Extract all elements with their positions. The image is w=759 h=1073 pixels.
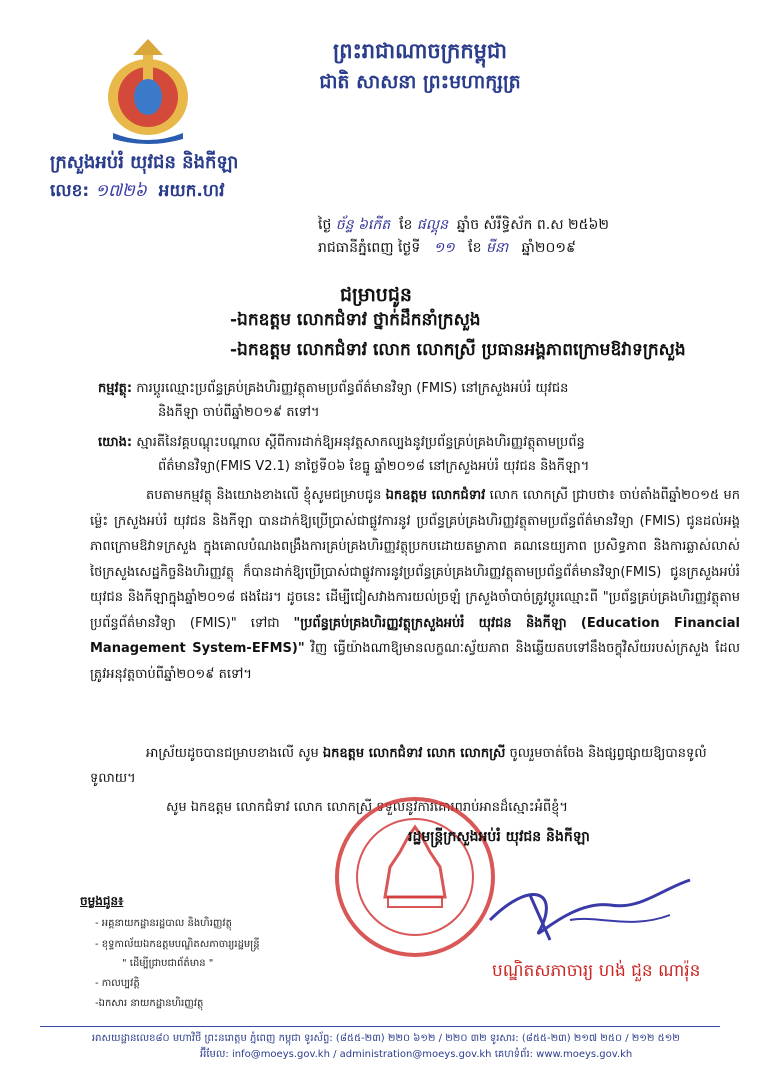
ref-number: ១៧២៦ (95, 181, 147, 201)
lunar-month-label: ខែ (399, 217, 413, 233)
footer-contact: អ៊ីមែល: info@moeys.gov.kh / administration@moeys.gov.kh គេហទំព័រ: www.moeys.gov.kh (200, 1049, 633, 1060)
closing-text-c: ចូលរួមចាត់ចែង និងផ្សព្វផ្សាយឱ្យបានទូលំទូលាយ។ (90, 746, 707, 786)
closing-text-a: អាស្រ័យដូចបានជម្រាបខាងលើ សូម (146, 746, 323, 761)
recipient-line-1: -ឯកឧត្តម លោកជំទាវ ថ្នាក់ដឹកនាំក្រសួង (230, 310, 481, 330)
recipient-title: ជម្រាបជូន (340, 284, 412, 306)
cc-item: - ខុទ្ទកាល័យឯកឧត្តមបណ្ឌិតសភាចារ្យរដ្ឋមន្ត្រី (95, 939, 260, 950)
cc-item: -ឯកសារ នាយកដ្ឋានហិរញ្ញវត្ថុ (95, 998, 204, 1009)
date-month: មីនា (485, 240, 509, 256)
national-motto: ជាតិ សាសនា ព្រះមហាក្សត្រ (319, 71, 521, 93)
body-text-e: វិញ ធ្វើយ៉ាងណាឱ្យមានលក្ខណៈស្វ័យភាព និងឆ្លើយតបទៅនឹងចក្ខុវិស័យរបស់ក្រសួង ដែលត្រូវអនុវត្តចាប់ពីឆ្នាំ២០១៩ តទៅ។ (90, 641, 740, 682)
month-label: ខែ (468, 240, 482, 256)
subject-line (98, 377, 738, 425)
ministry-name: ក្រសួងអប់រំ យុវជន និងកីឡា (50, 152, 239, 173)
lunar-day: ច័ន្ទ ៦កើត (335, 217, 391, 233)
signer-name: បណ្ឌិតសភាចារ្យ ហង់ ជួន ណារ៉ុន (492, 961, 701, 981)
reference-label: យោង: (98, 435, 133, 450)
cc-item: - កាលប្បវត្តិ (95, 978, 140, 989)
cc-item: " ដើម្បីជ្រាបជាព័ត៌មាន " (122, 958, 214, 969)
handwritten-signature-icon (470, 860, 710, 950)
signer-title: រដ្ឋមន្ត្រីក្រសួងអប់រំ យុវជន និងកីឡា (408, 829, 590, 845)
subject-text-2: និងកីឡា ចាប់ពីឆ្នាំ២០១៩ តទៅ។ (158, 405, 320, 420)
lunar-date (318, 215, 609, 236)
date-day: ១១ (433, 240, 455, 256)
lunar-prefix: ថ្ងៃ (318, 217, 332, 233)
footer-address: អាសយដ្ឋានលេខ៨០ មហាវិថី ព្រះនរោត្តម ភ្នំពេញ កម្ពុជា ទូរស័ព្ទ: (៨៥៥-២៣) ២២០ ៦១២ / ២២០ ៣២ ទូរសារ: (៨៥៥-២៣) ២១៧ ២៥០ / ២១២ ៥១២ (92, 1033, 680, 1044)
lunar-year: ឆ្នាំច សំរឹទ្ធិស័ក ព.ស ២៥៦២ (456, 217, 610, 233)
place-prefix: រាជធានីភ្នំពេញ ថ្ងៃទី (318, 240, 421, 256)
cc-item: - អគ្គនាយកដ្ឋានរដ្ឋបាល និងហិរញ្ញវត្ថុ (95, 918, 232, 929)
reference-text-2: ព័ត៌មានវិទ្យា(FMIS V2.1) នាថ្ងៃទី០៦ ខែធ្នូ ឆ្នាំ២០១៨ នៅក្រសួងអប់រំ យុវជន និងកីឡា។ (158, 459, 590, 474)
body-text-d: "ប្រព័ន្ធគ្រប់គ្រងហិរញ្ញវត្ថុក្រសួងអប់រំ យុវជន និងកីឡា (Education Financial Management System-EFMS)" (90, 615, 740, 656)
body-text-a: តបតាមកម្មវត្ថុ និងយោងខាងលើ ខ្ញុំសូមជម្រាបជូន (146, 488, 386, 503)
ref-suffix: អយក.ហវ (158, 181, 225, 201)
royal-emblem-icon (103, 35, 193, 145)
footer-divider (40, 1026, 720, 1027)
recipient-line-2: -ឯកឧត្តម លោកជំទាវ លោក លោកស្រី ប្រធានអង្គភាពក្រោមឱវាទក្រសួង (230, 340, 686, 360)
kingdom-title: ព្រះរាជាណាចក្រកម្ពុជា (332, 39, 507, 63)
cc-title: ចម្លងជូន៖ (80, 894, 124, 908)
closing-text-b: ឯកឧត្តម លោកជំទាវ លោក លោកស្រី (322, 746, 506, 761)
reference-line (98, 431, 738, 479)
ref-label: លេខ: (50, 181, 90, 201)
subject-label: កម្មវត្ថុ: (98, 381, 133, 396)
polite-closing: សូម ឯកឧត្តម លោកជំទាវ លោក លោកស្រី ទទួលនូវការគោរពរាប់អានដ៏ស្មោះអំពីខ្ញុំ។ (166, 800, 568, 815)
date-year: ឆ្នាំ២០១៩ (521, 240, 576, 256)
lunar-month: ផល្គុន (416, 217, 448, 233)
closing-paragraph (90, 741, 740, 791)
reference-text: ស្មារតីនៃវគ្គបណ្តុះបណ្តាល ស្តីពីការដាក់ឱ្យអនុវត្តសាកល្បងនូវប្រព័ន្ធគ្រប់គ្រងហិរញ្ញវត្ថុតាមប្រព័ន្ធ (136, 435, 585, 450)
subject-text: ការប្តូរឈ្មោះប្រព័ន្ធគ្រប់គ្រងហិរញ្ញវត្ថុតាមប្រព័ន្ធព័ត៌មានវិទ្យា (FMIS) នៅក្រសួងអប់រំ យុវជន (136, 381, 569, 396)
body-text-b: ឯកឧត្តម លោកជំទាវ (385, 488, 486, 503)
body-text-c: លោក លោកស្រី ជ្រាបថា៖ ចាប់តាំងពីឆ្នាំ២០១៥ មកម្ល៉េះ ក្រសួងអប់រំ យុវជន និងកីឡា បានដាក់ឱ្យប្រើប្រាស់ជាផ្លូវការនូវ ប្រព័ន្ធគ្រប់គ្រងហិរញ្ញវត្ថុតាមប្រព័ន្ធព័ត៌មានវិទ្យា (FMIS) ជូនដល់អង្គភាពក្រោមឱវាទក្រសួង ក្នុងគោលបំណងពង្រឹងការគ្រប់គ្រងហិរញ្ញវត្ថុប្រកបដោយតម្លាភាព គណនេយ្យភាព ប្រសិទ្ធភាព និងការឆ្លាស់លាស់ ថៃក្រសួងសេដ្ឋកិច្ចនិងហិរញ្ញវត្ថុ ក៏បានដាក់ឱ្យប្រើប្រាស់ជាផ្លូវការនូវប្រព័ន្ធគ្រប់គ្រងហិរញ្ញវត្ថុតាមប្រព័ន្ធព័ត៌មានវិទ្យា(FMIS) ជូនក្រសួងអប់រំ យុវជន និងកីឡាក្នុងឆ្នាំ២០១៨ ផងដែរ។ ដូចនេះ ដើម្បីជៀសវាងការយល់ច្រឡំ ក្រសួងចាំបាច់ត្រូវប្តូរឈ្មោះពី "ប្រព័ន្ធគ្រប់គ្រងហិរញ្ញវត្ថុតាមប្រព័ន្ធព័ត៌មានវិទ្យា (FMIS)" ទៅជា (90, 488, 740, 631)
body-paragraph (90, 483, 740, 687)
reference-number (50, 180, 224, 205)
solar-date (318, 238, 576, 259)
